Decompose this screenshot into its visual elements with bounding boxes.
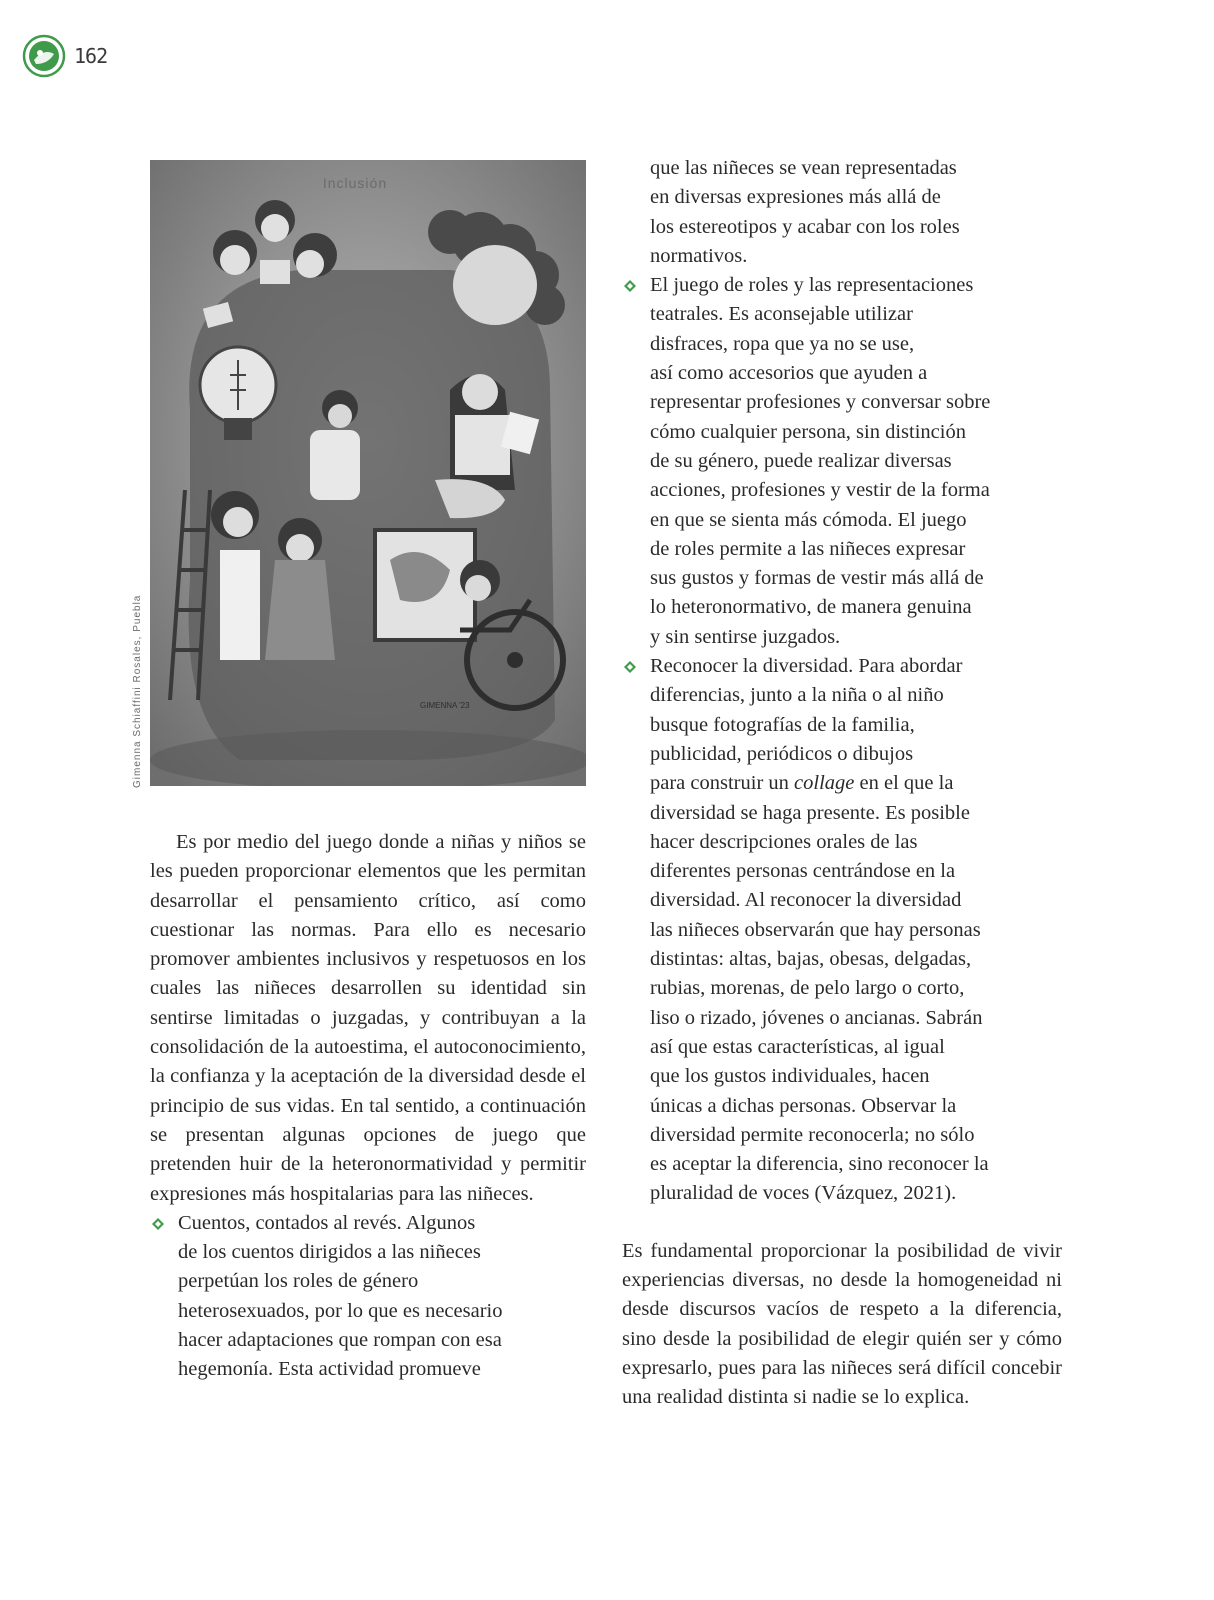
- right-column: [622, 154, 1062, 1412]
- text-line: busque fotografías de la familia,: [650, 713, 915, 736]
- text-line: liso o rizado, jóvenes o ancianas. Sabrán: [650, 1006, 983, 1029]
- text-line: únicas a dichas personas. Observar la: [650, 1094, 957, 1117]
- text-line: diferentes personas centrándose en la: [650, 860, 956, 883]
- text-line: teatrales. Es aconsejable utilizar: [650, 303, 913, 326]
- page-header: [22, 34, 107, 78]
- text-line: que los gustos individuales, hacen: [650, 1065, 930, 1088]
- text-line: hegemonía. Esta actividad promueve: [178, 1358, 481, 1381]
- text-line: normativos.: [650, 244, 748, 267]
- bullet-role-play: [622, 271, 1062, 652]
- text-line: que las niñeces se vean representadas: [650, 157, 957, 179]
- text-line: las niñeces observarán que hay personas: [650, 918, 981, 941]
- text-line: hacer adaptaciones que rompan con esa: [178, 1329, 502, 1352]
- text-fragment: en el que la: [854, 772, 954, 795]
- text-line: publicidad, periódicos o dibujos: [650, 742, 914, 765]
- text-line: diferencias, junto a la niña o al niño: [650, 684, 944, 707]
- text-line: los estereotipos y acabar con los roles: [650, 215, 960, 238]
- inclusion-illustration: [150, 160, 586, 786]
- closing-paragraph: Es fundamental proporcionar la posibilidad de vivir experiencias diversas, no desde la homogeneidad ni desde discursos vacíos de respeto a la diferencia, sino desde la posibilidad de elegir quién ser y cómo expresarlo, pues para las niñeces será difícil concebir una realidad distinta si nadie se lo explica.: [622, 1239, 1062, 1409]
- text-line: sus gustos y formas de vestir más allá de: [650, 567, 984, 590]
- text-line: y sin sentirse juzgados.: [650, 625, 841, 648]
- illustration-label: Inclusión: [322, 175, 388, 191]
- diamond-bullet-icon: [624, 280, 636, 292]
- text-line: diversidad se haga presente. Es posible: [650, 801, 970, 824]
- bullet-diversity: [622, 652, 1062, 1209]
- text-line: disfraces, ropa que ya no se use,: [650, 332, 915, 355]
- text-line: pluralidad de voces (Vázquez, 2021).: [650, 1182, 957, 1205]
- text-fragment: para construir un: [650, 772, 795, 795]
- text-line: de su género, puede realizar diversas: [650, 449, 952, 472]
- text-line: hacer descripciones orales de las: [650, 830, 918, 853]
- text-line: diversidad permite reconocerla; no sólo: [650, 1123, 975, 1146]
- text-line: en que se sienta más cómoda. El juego: [650, 508, 967, 531]
- diamond-bullet-icon: [624, 661, 636, 673]
- paragraph-spacer: [622, 1209, 1062, 1237]
- intro-paragraph: Es por medio del juego donde a niñas y niños se les pueden proporcionar elementos que les permitan desarrollar el pensamiento crítico, así como cuestionar las normas. Para ello es necesario promover ambientes inclusivos y respetuosos en los cuales las niñeces desarrollen su identidad sin sentirse limitadas o juzgadas, y contribuyan a la consolidación de la autoestima, el autoconocimiento, la confianza y la aceptación de la diversidad desde el principio de sus vidas. En tal sentido, a continuación se presentan algunas opciones de juego que pretenden huir de la heteronormatividad y permitir expresiones más hospitalarias para las niñeces.: [150, 831, 586, 1205]
- left-column: [150, 828, 586, 1385]
- text-line: de los cuentos dirigidos a las niñeces: [178, 1241, 481, 1264]
- text-line: distintas: altas, bajas, obesas, delgadas,: [650, 948, 972, 971]
- text-line: perpetúan los roles de género: [178, 1270, 419, 1293]
- text-line: Reconocer la diversidad. Para abordar: [650, 655, 963, 678]
- text-line: El juego de roles y las representaciones: [650, 274, 974, 297]
- text-line: heterosexuados, por lo que es necesario: [178, 1299, 503, 1322]
- text-line: en diversas expresiones más allá de: [650, 186, 941, 209]
- text-line: Cuentos, contados al revés. Algunos: [178, 1211, 476, 1234]
- book-emblem-icon: [22, 34, 66, 78]
- diamond-bullet-icon: [152, 1218, 164, 1230]
- text-line: así que estas características, al igual: [650, 1035, 945, 1058]
- collage-line: [650, 769, 1062, 798]
- page-number: 162: [74, 44, 108, 68]
- text-line: de roles permite a las niñeces expresar: [650, 537, 966, 560]
- illustration-credit: Gimenna Schiaffini Rosales, Puebla: [132, 594, 143, 788]
- text-line: rubias, morenas, de pelo largo o corto,: [650, 977, 965, 1000]
- illustration-artwork: [150, 160, 586, 786]
- text-line: lo heteronormativo, de manera genuina: [650, 596, 972, 619]
- bullet-stories-continued: [622, 154, 1062, 271]
- bullet-stories: [150, 1209, 586, 1385]
- text-line: así como accesorios que ayuden a: [650, 362, 928, 385]
- text-line: representar profesiones y conversar sobre: [650, 391, 991, 414]
- collage-italic: collage: [794, 772, 855, 795]
- illustration-signature: GIMENNA '23: [420, 701, 470, 710]
- text-line: diversidad. Al reconocer la diversidad: [650, 889, 962, 912]
- text-line: acciones, profesiones y vestir de la forma: [650, 479, 990, 502]
- text-line: es aceptar la diferencia, sino reconocer la: [650, 1153, 989, 1176]
- text-line: cómo cualquier persona, sin distinción: [650, 420, 966, 443]
